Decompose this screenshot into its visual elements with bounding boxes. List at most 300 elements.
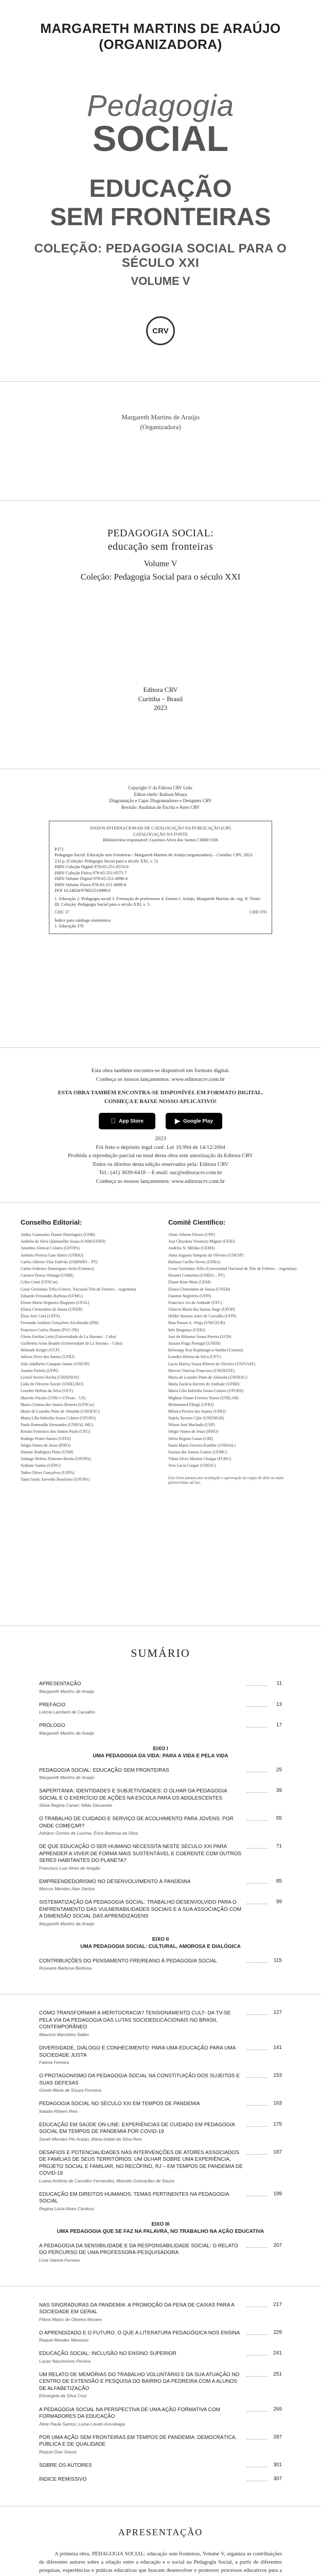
toc-entry-text [39,1767,245,1781]
toc-leader [247,2350,268,2355]
board-member: Altair Alberto Fávero (UPF) [168,1232,215,1237]
toc-entry-text [39,1899,245,1927]
toc-entry[interactable] [39,2243,282,2263]
toc-entry-title: O TRABALHO DE CUIDADO E SERVIÇO DE ACOLHIMENTO PARA JOVENS: POR ONDE COMEÇAR? [39,1816,234,1829]
board-member: Maria de Lourdes Pinto de Almeida (UNOESC) [21,1409,100,1414]
cip-entry: Pedagogia Social: Educação sem Fronteiras / Margareth Martins de Araújo (organizadora) – Curitiba: CRV, 2023. [55,852,254,858]
toc-entry-author: Roseane Barbosa Barbosa [39,1965,92,1971]
toc-page-number: 115 [274,1957,282,1963]
cover-collection: COLEÇÃO: PEDAGOGIA SOCIAL PARA O SÉCULO XXI [34,242,287,270]
toc-entry-author: Regina Lúcia Alves Cardoso [39,2206,94,2211]
toc-entry-title: A PEDAGOGIA SOCIAL NA PERSPECTIVA DE UMA AÇÃO FORMATIVA COM FORMADORES DA EDUCAÇÃO [39,2406,220,2420]
cover-title-line-1: EDUCAÇÃO [89,175,232,202]
cip-pages: 232 p. (Coleção: Pedagogia Social para o século XXI, v. 5) [55,858,158,863]
toc-entry[interactable] [39,1681,282,1694]
toc-entry-title: APRESENTAÇÃO [39,1681,81,1687]
toc-entry-text [39,2073,245,2093]
toc-page-number: 163 [273,2100,282,2107]
toc-page-number: 251 [273,2371,282,2377]
toc-leader [247,2010,268,2015]
toc-entry-text [39,2045,245,2065]
cip-isbn: ISBN Coleção Física 978-65-251-0575-7 [55,870,127,875]
toc-entry-text [39,2371,245,2399]
toc-entry-title: PEDAGOGIA SOCIAL: EDUCAÇÃO SEM FRONTEIRAS [39,1767,169,1773]
toc-entry[interactable] [39,2302,282,2323]
toc-entry-title: SAPERITÁNIA: IDENTIDADES E SUBJETIVIDADES: O OLHAR DA PEDAGOGIA SOCIAL E O EXERCÍCIO DE AÇÕES NA ESCOLA PARA OS ADOLESCENTES [39,1788,227,1801]
half-title-page [0,382,321,500]
toc-leader [247,2243,268,2248]
toc-leader [247,1681,268,1686]
toc-page-number: 199 [273,2191,282,2197]
copyright-page [0,769,321,1047]
publisher-logo-icon: CRV [146,316,175,345]
toc-entry-author: Margareth Martins de Araújo [39,1730,95,1736]
board-member: Eduardo Fernandes Barbosa (UFMG) [21,1293,83,1298]
table-of-contents [0,1626,321,1994]
toc-entry-title: DESAFIOS E POTENCIALIDADES NAS INTERVENÇÕES DE ATORES ASSOCIADOS DE FAMÍLIAS DE SEUS TERRITÓRIOS: UM OLHAR SOBRE UMA EXPERIÊNCIA, PROJETO SOCIAL E FAMILIAR, NO RECÔFINO, RJ – EM TEMPOS DE PANDEMIA DE COVID-19 [39,2149,243,2177]
toc-entry[interactable] [39,1722,282,1736]
toc-entry[interactable] [39,2462,282,2469]
digital-availability: Esta obra também encontra-se disponível em formato digital. [91,1067,230,1074]
board-member: Paulo Romualdo Hernandes (UNIFAL-MG) [21,1422,94,1428]
toc-leader [247,2191,268,2196]
board-member: Andréia N. Militão (UEMS) [168,1246,215,1251]
toc-page-number: 287 [273,2434,282,2440]
toc-entry-author: Gisele Maria de Souza Fonseca [39,2088,101,2093]
board-member: Mônica Pereira dos Santos (UFRJ) [168,1409,226,1414]
toc-leader [247,2406,268,2412]
toc-entry-text [39,1702,245,1716]
toc-entry-author: Natalia Ribeiro Reis [39,2108,78,2114]
toc-entry-author: Adriano Gomes de Lucena; Érica Barbosa da Silva [39,1831,138,1836]
board-member: Andréia da Silva Quintanilha Sousa (UNIR/UFRN) [21,1239,106,1244]
toc-leader [247,1878,268,1884]
board-member: Maria Lília Imbiriba Sousa Colares (UFOPA) [21,1416,96,1421]
board-member: Suzana dos Santos Gomes (UFMG) [168,1450,227,1454]
app-badges [57,1113,264,1129]
toc-entry-author: Sarah Mendes Pio Araújo; Maria Izabel da Silva Reis [39,2136,142,2142]
toc-entry-text [39,2350,245,2364]
toc-entry-title: CONTRIBUIÇÕES DO PENSAMENTO FREIREANO À PEDAGOGIA SOCIAL [39,1958,217,1964]
toc-entry-author: Letícia Lamberti de Carvalho [39,1709,95,1715]
board-member: Maria Lília Imbiriba Sousa Colares (UFOPA) [168,1388,244,1394]
reproduction-notice: Proibida a reprodução parcial ou total desta obra sem autorização da Editora CRV [67,1153,254,1159]
toc-entry[interactable] [39,1788,282,1808]
toc-page-number: 25 [276,1767,282,1773]
toc-entry-title: SISTEMATIZAÇÃO DA PEDAGOGIA SOCIAL: TRABALHO DESENVOLVIDO PARA O ENFRENTAMENTO DAS VULNERABILIDADES SOCIAIS E A SUA ASSOCIAÇÃO COM A DIMENSÃO SOCIAL DAS APRENDIZAGENS [39,1900,242,1920]
google-play-badge[interactable] [166,1113,222,1129]
board-member: Francisco Carlos Duarte (PUC-PR) [21,1327,79,1332]
toc-entry[interactable] [39,1767,282,1781]
board-member: Rodrigo Pratte-Santos (UFES) [21,1436,71,1441]
toc-entry[interactable] [39,2010,282,2038]
toc-entry-author: Fatima Ferreira [39,2060,69,2065]
toc-page-number: 127 [273,2010,282,2016]
board-member: Elizeu Clementino de Souza (UNEB) [168,1286,230,1292]
cover-title [21,175,300,231]
toc-entry[interactable] [39,2476,282,2483]
toc-leader [247,1767,268,1772]
board-member: Sérgio Nunes de Jesus (IFRO) [168,1429,219,1434]
toc-leader [247,1958,268,1963]
toc-entry-text [39,1788,245,1808]
toc-entry-text [39,2406,245,2427]
toc-entry[interactable] [39,2371,282,2399]
toc-entry-text [39,2010,245,2038]
toc-entry-title: EMPREENDEDORISMO NO DESENVOLVIMENTO À PANDEMIA [39,1878,191,1885]
toc-page-number: 99 [276,1899,282,1905]
board-member: Solange Helena Ximenes-Rocha (UFOPA) [21,1456,91,1462]
toc-entry[interactable] [39,2100,282,2114]
board-member: Diosnel Centurion (UNIDA – PY) [168,1273,225,1278]
board-member: Carmen Tereza Velanga (UNIR) [21,1273,74,1278]
board-member: Gloria Fariñas León (Universidade de La Havana – Cuba) [21,1334,116,1339]
toc-entry[interactable] [39,1958,282,1972]
releases-link[interactable]: Conheça os nossos lançamentos: www.editoracrv.com.br [96,1076,225,1082]
presentation-paragraph: A primeira obra, PEDAGOGIA SOCIAL: educação sem fronteiras, Volume V, organiza as contribuições de diferentes autores sobre a relação entre a educação e o social na Pedagogia Social, a partir de diferentes pesquisas, experiências e práticas educativas que buscam desenvolver e promover processos educativos para a [39,2551,282,2574]
toc-group-2a [39,1958,282,1972]
board-member: João Adalberto Campato Junior (UNESP) [21,1361,90,1366]
toc-leader [247,2462,268,2467]
board-member: Lourdes Helena da Silva (UFV) [168,1354,221,1360]
toc-entry[interactable] [39,2149,282,2184]
publisher-info-page [0,1048,321,1202]
toc-entry-text [39,2476,245,2483]
toc-entry-title: PREFÁCIO [39,1702,66,1708]
toc-leader [247,2149,268,2155]
title-publisher [0,685,321,713]
toc-entry[interactable] [39,2045,282,2065]
toc-page-number: 17 [276,1722,282,1728]
board-member: Ilma Passos A. Veiga (UNICEUB) [168,1320,225,1326]
board-member: Ana Chrystina Venancio Mignot (UERJ) [168,1239,236,1244]
board-member: Jussara Fraga Portugal (UNEB) [168,1341,221,1346]
peer-review-note: Este livro passou por avaliação e aprovação às cegas de dois ou mais pareceristas ad hoc. [168,1475,284,1485]
toc-group-3b [39,2302,282,2483]
apple-icon [111,1116,116,1126]
board-member: Sydione Santos (UEPG) [21,1463,61,1468]
board-member: Maria de Lourdes Pinto de Almeida (UNOESC) [168,1375,247,1380]
book-cover [0,0,321,381]
toc-leader [247,1702,268,1707]
board-member: Fauston Negreiros (UFPI) [168,1293,211,1298]
toc-leader [247,2371,268,2377]
toc-entry-author: Silvia Regina Canan; Nilda Stecanela [39,1803,112,1808]
board-member: Míghian Danae Ferreira Nunes (UNILAB) [168,1395,239,1400]
board-member: Maria Cristina dos Santos Bezerra (UFSCar) [21,1402,95,1407]
pub-year: 2023 [155,1136,166,1142]
toc-entry-author: Francisco Luiz Alves de Aragão [39,1865,100,1871]
toc-entry-author: Lívia Vianna Ferreira [39,2257,80,2263]
toc-entry[interactable] [39,1843,282,1871]
toc-entry-author: Raquel Dias Souza [39,2449,77,2454]
board-member: Leonel Severo Rocha (UNISINOS) [21,1375,79,1380]
toc-entry-title: DE QUE EDUCAÇÃO O SER HUMANO NECESSITA NESTE SÉCULO XXI PARA APRENDER A VIVER DE FORMA MAIS SUSTENTÁVEL E COERENTE COM OUTROS SERES HABITANTES DO PLANETA? [39,1844,242,1864]
toc-entry-author: Margareth Martins de Araújo [39,1921,95,1926]
board-member: Fernando Antônio Gonçalves Alcoforado (IPB) [21,1320,99,1326]
toc-page-number: 11 [276,1681,282,1686]
toc-entry-author: Elisangela da Silva Cruz [39,2393,87,2399]
cip-subjects: 1. Educação 2. Pedagogia social 3. Formação de professores 4. Ensino I. Araújo, Margareth Martins de. org. II. Título III. Coleção: Pedagogia Social para o século XXI, v. 5. [55,895,261,907]
toc-entry-author: Lucas Nascimento Pereira [39,2358,91,2364]
board-member: Najela Tavares Ujiie (UNESPAR) [168,1416,224,1421]
toc-page-number: 153 [273,2073,282,2079]
title-volume: Volume V [144,560,177,568]
toc-leader [247,2100,268,2106]
board-member: Carlos Alberto Vilar Estêvão (UMINHO – PT) [21,1259,98,1264]
board-member: Lucia Marisy Souza Ribeiro de Oliveira (UNIVASF) [168,1361,256,1366]
toc-page-number: 39 [276,1788,282,1794]
title-collection: Coleção: Pedagogia Social para o século XXI [80,572,241,582]
board-member: Lídia de Oliveira Xavier (UNIEURO) [21,1382,83,1387]
cip-code: CDU 37 [55,909,69,915]
board-member: Lourdes Helena da Silva (UFV) [21,1388,74,1394]
toc-leader [247,2045,268,2050]
toc-page-number: 141 [273,2045,282,2051]
legal-deposit: Foi feito o depósito legal conf. Lei 10.994 de 14/12/2004 [96,1144,225,1150]
toc-entry-text [39,2122,245,2142]
board-member: Silvia Regina Canan (URI) [168,1436,213,1441]
toc-entry-title: O PROTAGONISMO DA PEDAGOGIA SOCIAL NA CONSTITUIÇÃO DOS SUJEITOS E SUAS DEFESAS [39,2073,240,2086]
title-line-2: educação sem fronteiras [108,541,213,552]
toc-entry-title: PRÓLOGO [39,1723,65,1729]
brand-line-2: SOCIAL [92,118,229,159]
toc-leader [247,2302,268,2307]
toc-page-number: 269 [273,2406,282,2412]
review-line: Revisão: Analistas de Escrita e Artes CRV [121,804,200,810]
cip-code-2: CDD 370 [249,909,266,915]
half-title-author: Margareth Martins de Araújo [121,413,200,421]
toc-entry-title: UM RELATO DE MEMÓRIAS DO TRABALHO VOLUNTÁRIO E DA SUA ATUAÇÃO NO CENTRO DE EXTENSÃO E PESQUISA DO BAIRRO DA PEDREIRA COM A ALUNOS DE ALFABETIZAÇÃO [39,2371,240,2392]
toc-entry-title: EDUCAÇÃO EM SAÚDE ON-LINE: EXPERIÊNCIAS DE CUIDADO EM PEDAGOGIA SOCIAL EM TEMPOS DE PANDEMIA POR COVID-19 [39,2122,235,2135]
toc-entry-author: Margareth Martins de Araújo [39,1688,95,1694]
toc-entry-author: Luana Antônia de Carvalho Fernandes; Marcelo Guimarães de Souza [39,2178,174,2183]
toc-entry-title: A PEDAGOGIA DA SENSIBILIDADE E DA RESPONSABILIDADE SOCIAL: O RELATO DO PERCURSO DE UMA PROFESSORA-PESQUISADORA [39,2243,238,2256]
publication-year: 2023 [154,704,167,712]
toc-entry[interactable] [39,2350,282,2364]
cover-title-line-2: SEM FRONTEIRAS [50,204,271,231]
toc-entry-author: Mauricio Marcelino Salles [39,2031,89,2037]
publisher-name: Editora CRV [143,686,178,693]
cover-author: MARGARETH MARTINS DE ARAÚJO [40,21,281,36]
toc-entry-text [39,1958,245,1972]
board-member: Aldira Guimarães Duarte Domínguez (UNB) [21,1232,95,1237]
board-member: Jailson Alves dos Santos (UFRJ) [21,1354,75,1360]
toc-entry-text [39,2243,245,2263]
cip-subtitle: CATALOGAÇÃO NA FONTE [133,831,188,837]
toc-leader [247,2330,268,2335]
toc-entry-text [39,1878,245,1892]
toc-entry[interactable] [39,1702,282,1716]
toc-entry-author: Marcos Mendes Alan Santos [39,1886,95,1892]
toc-page-number: 13 [276,1701,282,1707]
toc-entry[interactable] [39,1878,282,1892]
cip-block [49,821,272,934]
board-member: Cesar Gerónimo Tello (Univer. Nacional Três de Febrero – Argentina) [21,1286,136,1292]
toc-entry-text [39,2462,245,2469]
toc-leader [247,1843,268,1849]
committee-list [168,1231,300,1469]
toc-entry-text [39,2302,245,2323]
committee-heading: Comitê Científico: [168,1218,226,1226]
board-member: Antônio Pereira Gaio Júnior (UFRRJ) [21,1252,83,1258]
toc-leader [247,2476,268,2481]
board-member: Sonia Maria Ferreira Koehler (UNISAL) [168,1443,236,1448]
toc-entry-author: Raquel Mendes Menezes [39,2337,89,2343]
app-store-label: App Store [116,1118,141,1124]
toc-leader [247,1788,268,1793]
presentation-title: APRESENTAÇÃO [118,2527,203,2537]
board-member: Tadeu Oliver Gonçalves (UFPA) [21,1470,75,1475]
toc-leader [247,2122,268,2127]
board-member: Mohammed Elhajji (UFRJ) [168,1402,213,1407]
board-member: Marcelo Paixão (UFRJ e UTexas – US) [21,1395,86,1400]
toc-entry-title: EDUCAÇÃO EM DIREITOS HUMANOS: TEMAS PERTINENTES NA PEDAGOGIA SOCIAL [39,2191,229,2205]
cip-doi: DOI 10.24824/978652514989.8 [55,888,111,893]
toc-entry-title: DIVERSIDADE, DIÁLOGO E CONHECIMENTO: PARA UMA EDUCAÇÃO PARA UMA SOCIEDADE JUSTA [39,2045,236,2058]
publisher-city: Curitiba – Brasil [138,694,183,703]
cip-codes [55,909,266,915]
rights-notice: Todos os direitos desta edição reservados pela: Editora CRV [92,1161,229,1167]
presentation-page [0,2506,321,2576]
toc-entry-text [39,1722,245,1736]
board-member: Marcos Vinicius Francisco (UNOESTE) [168,1368,235,1373]
toc-page-number: 175 [273,2121,282,2127]
board-member: Helmuth Krüger (UCP) [21,1348,60,1353]
toc-leader [247,1816,268,1821]
toc-entry-title: SOBRE OS AUTORES [39,2462,92,2468]
toc-entry-text [39,1816,245,1836]
toc-entry-title: COMO TRANSFORMAR A MERITOCRACIA? TENSIONAMENTO CULT- DA TV-SE PELA VIA DA PEDAGOGIA DAS LUTAS SOCIOEDUCACIONAIS NO BRASIL CONTEMPORÂNEO [39,2010,231,2030]
toc-entry-text [39,2191,245,2212]
title-line-1: PEDAGOGIA SOCIAL: [107,528,214,539]
toc-entry-text [39,2149,245,2184]
cip-isbn: ISBN Volume Físico 978-65-251-4989-8 [55,882,127,887]
toc-entry-title: NAS SINGRADURAS DA PANDEMIA: A PROMOÇÃO DA PENA DE CAIXAS PARA A SOCIEDADE EM GERAL [39,2302,235,2315]
board-member: Anselmo Alencar Colares (UFOPA) [21,1246,80,1251]
board-member: Elizeu Clementino de Souza (UNEB) [21,1307,82,1312]
copyright-line: Copyright © da Editora CRV Ltda. [128,785,193,790]
toc-entry[interactable] [39,2406,282,2427]
council-list [21,1231,153,1483]
table-of-contents-cont [0,1994,321,2285]
cip-index: 1. Educação 370 [55,923,84,929]
board-member: Guillermo Arias Beatón (Universidade de La Havana – Cuba) [21,1341,122,1346]
board-member: Anna Augusta Sampaio de Oliveira (UNESP) [168,1252,243,1258]
toc-entry-title: POR UMA AÇÃO SEM FRONTEIRAS EM TEMPOS DE PANDEMIA: DEMOCRÁTICA, PÚBLICA E DE QUALIDADE [39,2434,237,2448]
toc-entry-text [39,2434,245,2455]
toc-entry[interactable] [39,2073,282,2093]
half-title-role: (Organizadora) [140,422,181,431]
cip-isbn: ISBN Coleção Digital 978-65-251-0574-0 [55,864,129,870]
toc-page-number: 207 [273,2242,282,2248]
toc-entry-text [39,2100,245,2114]
board-member: Celso Conti (UFSCar) [21,1280,58,1285]
cip-main: P372 [55,846,64,852]
brand-line-1: Pedagogia [86,89,235,123]
google-play-label: Google Play [183,1118,213,1124]
toc-entry-author: Flávia Matos de Oliveira Moraes [39,2316,102,2322]
toc-entry[interactable] [39,2330,282,2344]
app-notice: CONHEÇA E BAIXE NOSSO APLICATIVO! [104,1098,217,1105]
board-member: Josania Portela (UFPI) [21,1368,58,1373]
toc-page-number: 71 [276,1843,282,1850]
toc-leader [247,2434,268,2439]
toc-page-number: 307 [273,2476,282,2482]
toc-page-number: 301 [273,2462,282,2468]
toc-entry[interactable] [39,2191,282,2212]
cover-role: (ORGANIZADORA) [99,37,222,52]
toc-entry[interactable] [39,1816,282,1836]
board-member: Gláucia Maria dos Santos Jorge (UFOP) [168,1307,235,1312]
app-store-badge[interactable] [99,1113,155,1129]
cip-librarian: Bibliotecária responsável: Luzenira Alves dos Santos CRB9/1506 [103,837,218,843]
toc-entry-text [39,1681,245,1694]
council-heading: Conselho Editorial: [21,1218,82,1226]
board-member: Simone Rodrigues Pinto (UNB) [21,1450,74,1454]
editorial-board-page [0,1203,321,1625]
toc-entry-author: Margareth Martins de Araújo [39,1775,95,1781]
toc-page-number: 187 [273,2149,282,2155]
toc-group-3a [39,2243,282,2263]
toc-page-number: 229 [273,2329,282,2335]
board-member: Francisco Ari de Andrade (UFC) [168,1300,222,1305]
toc-leader [247,1899,268,1904]
toc-section-1: EIXO I UMA PEDAGOGIA DA VIDA: PARA A VIDA E PELA VIDA [93,1745,228,1759]
board-member: José de Ribamar Sousa Pereira (UCB) [168,1334,231,1339]
board-member: Sérgio Nunes de Jesus (IFRO) [21,1443,71,1448]
toc-entry-text [39,1843,245,1871]
board-member: Carlos Federico Dominguez Avila (Unieuro) [21,1266,94,1271]
toc-page-number: 85 [276,1878,282,1884]
website-link[interactable]: Conheça os nossos lançamentos: www.editoracrv.com.br [96,1178,225,1184]
cip-index-title: Índice para catálogo sistemático [55,917,111,923]
digital-notice: ESTA OBRA TAMBÉM ENCONTRA-SE DISPONÍVEL EM FORMATO DIGITAL. [58,1090,263,1096]
editorial-council [21,1218,153,1610]
board-member: Inês Bragança (UERJ) [168,1327,205,1332]
toc-entry-author: Aline Paula Santos; Luisa Lovato Ansoleaga [39,2421,125,2427]
toc-leader [247,2073,268,2078]
board-member: Renato Francisco dos Santos Paula (UFG) [21,1429,91,1434]
board-member: Nilson José Machado (USP) [168,1422,215,1428]
board-member: Vânia Alves Martins Chaigar (FURG) [168,1456,231,1462]
toc-entry[interactable] [39,2122,282,2142]
title-page [0,501,321,769]
toc-section-2: EIXO II UMA PEDAGOGIA SOCIAL: CULTURAL, AMOROSA E DIALÓGICA [80,1936,241,1950]
cip-title: DADOS INTERNACIONAIS DE CATALOGAÇÃO NA PUBLICAÇÃO (CIP) [90,825,231,831]
toc-entry-text [39,2330,245,2344]
cover-volume: VOLUME V [131,275,190,288]
table-of-contents-end [0,2286,321,2506]
board-member: Vera Lucia Gaspar (UDESC) [168,1463,217,1468]
board-member: Barbara Coelho Neves (UFBA) [168,1259,221,1264]
toc-entry[interactable] [39,2434,282,2455]
toc-group-1 [39,1767,282,1927]
toc-entry-title: EDUCAÇÃO SOCIAL: INCLUSÃO NO ENSINO SUPERIOR [39,2351,176,2357]
toc-page-number: 55 [276,1816,282,1822]
toc-entry-title: O APRENDIZADO E O FUTURO: O QUE A LITERATURA PEDAGÓGICA NOS ENSINA [39,2330,240,2336]
toc-entry[interactable] [39,1899,282,1927]
series-brand [21,89,300,159]
board-member: Élsio José Corá (UFFS) [21,1314,60,1319]
toc-title: SUMÁRIO [131,1647,190,1659]
layout-line: Diagramação e Capa: Diagramadores e Designers CRV [109,798,212,804]
board-member: Maria Eurácia Barreto de Andrade (UFRB) [168,1382,240,1387]
scientific-committee [168,1218,300,1610]
editor-line: Editor-chefe: Railson Moura [134,791,187,797]
toc-leader [247,1722,268,1727]
toc-entry-title: ÍNDICE REMISSIVO [39,2477,87,2483]
